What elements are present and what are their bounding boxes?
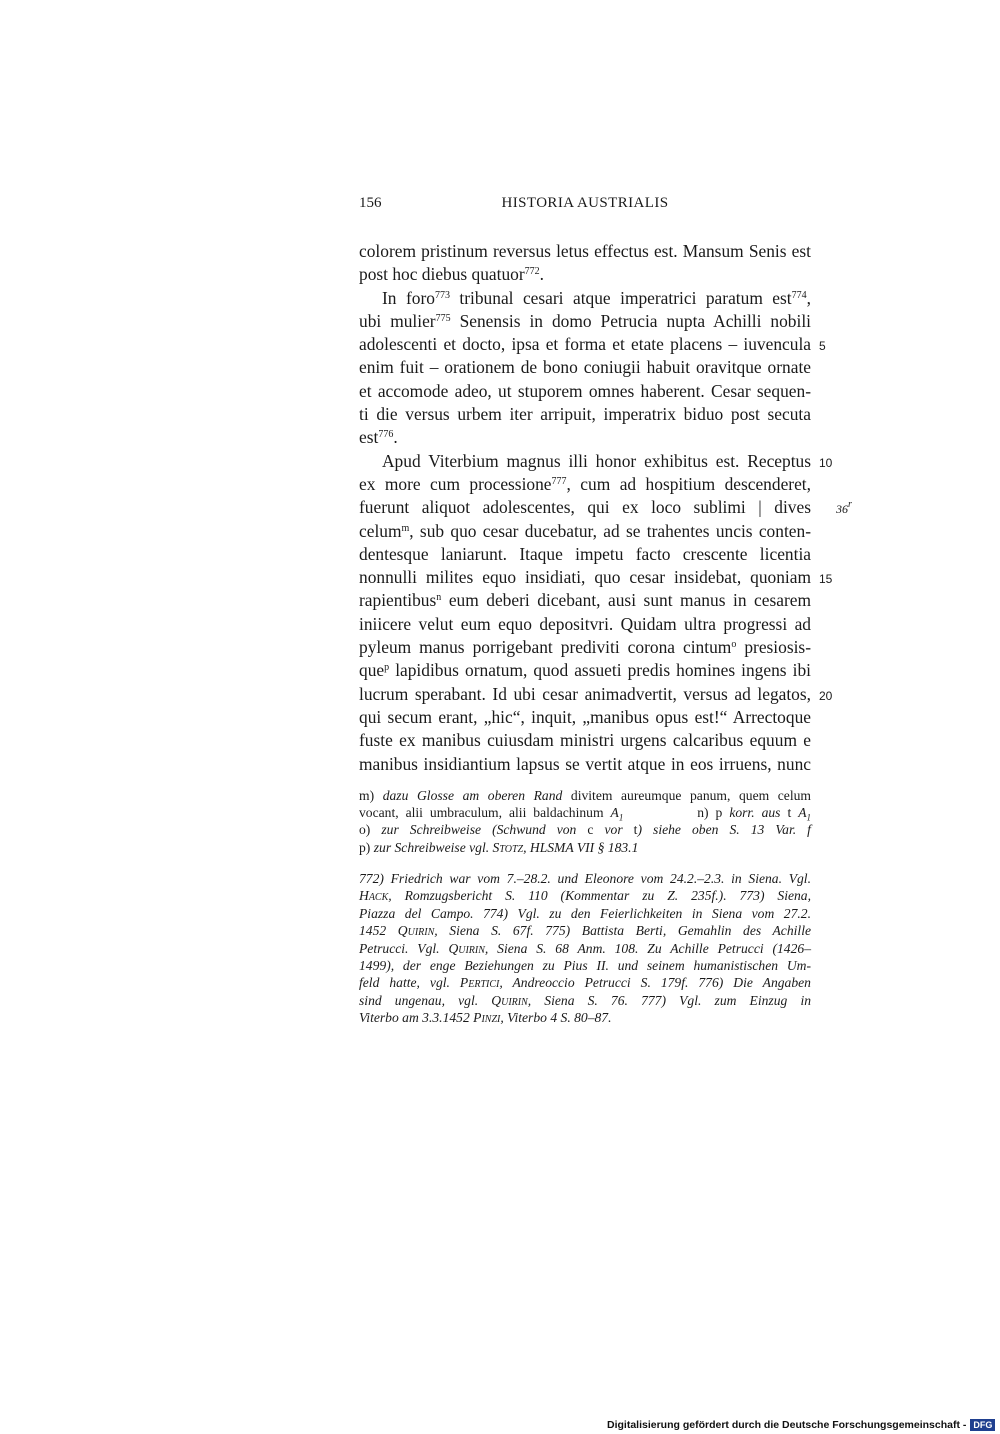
historical-notes [359, 870, 811, 1027]
text-line: et accomode adeo, ut stuporem omnes haberent. Cesar sequen- [359, 380, 811, 401]
text-line: Apud Viterbium magnus illi honor exhibitus est. Receptus 10 [359, 450, 811, 473]
page-number: 156 [359, 195, 382, 211]
line-number: 20 [819, 688, 833, 703]
text-line: post hoc diebus quatuor$^{772}$. [359, 264, 545, 285]
text-line: enim fuit – orationem de bono coniugii habuit oravitque ornate [359, 357, 811, 378]
critical-apparatus [359, 787, 811, 856]
line-number: 15 [819, 572, 833, 587]
apparatus-line: o) zur Schreibweise (Schwund von c vor t) siehe oben S. 13 Var. f [359, 822, 811, 838]
note-line: Viterbo am 3.3.1452 Pinzi, Viterbo 4 S. 80–87. [359, 1010, 612, 1026]
note-line: sind ungenau, vgl. Quirin, Siena S. 76. 777) Vgl. zum Einzug in [359, 992, 812, 1008]
footer-text: Digitalisierung gefördert durch die Deutsche Forschungsgemeinschaft - [607, 1419, 967, 1431]
text-line: fuerunt aliquot adolescentes, qui ex loco sublimi | dives 36$^r$ [359, 496, 811, 519]
text-line: adolescenti et docto, ipsa et forma et etate placens – iuvencula 5 [359, 333, 811, 356]
note-line: 1452 Quirin, Siena S. 67f. 775) Battista Berti, Gemahlin des Achille [359, 923, 812, 939]
note-line: Hack, Romzugsbericht S. 110 (Kommentar zu Z. 235f.). 773) Siena, [359, 888, 811, 904]
text-line: ubi mulier$^{775}$ Senensis in domo Petrucia nupta Achilli nobili [359, 310, 811, 331]
text-line: ti die versus urbem iter arripuit, imperatrix biduo post secuta [359, 404, 811, 425]
text-line: nonnulli milites equo insidiati, quo cesar insidebat, quoniam 15 [359, 566, 811, 589]
text-line: iniicere velut eum equo depositvri. Quidam ultra progressi ad [359, 613, 811, 634]
note-line: Piazza del Campo. 774) Vgl. zu den Feierlichkeiten in Siena vom 27.2. [359, 905, 811, 921]
digitization-footer [607, 1419, 995, 1431]
apparatus-line: vocant, alii umbraculum, alii baldachinum $A_1$ n) p korr. aus t $A_1$ [359, 805, 811, 823]
line-number: 10 [819, 455, 833, 470]
note-line: 1499), der enge Beziehungen zu Pius II. und seinem humanistischen Um- [359, 957, 811, 973]
running-title: HISTORIA AUSTRIALIS [501, 195, 669, 211]
main-text [359, 240, 852, 776]
apparatus-line: p) zur Schreibweise vgl. Stotz, HLSMA VII § 183.1 [359, 839, 639, 855]
note-line: Petrucci. Vgl. Quirin, Siena S. 68 Anm. 108. Zu Achille Petrucci (1426– [359, 940, 811, 956]
text-line: fuste ex manibus cuiusdam ministri urgens calcaribus equum e [359, 730, 811, 751]
text-line: qui secum erant, „hic“, inquit, „manibus opus est!“ Arrectoque [359, 706, 811, 727]
text-line: celum$^m$, sub quo cesar ducebatur, ad se trahentes uncis conten- [359, 520, 811, 541]
note-line: feld hatte, vgl. Pertici, Andreoccio Petrucci S. 179f. 776) Die Angaben [359, 975, 811, 991]
text-line: que$^p$ lapidibus ornatum, quod assueti predis homines ingens ibi [359, 660, 811, 681]
text-line: rapientibus$^n$ eum deberi dicebant, ausi sunt manus in cesarem [359, 590, 811, 611]
text-line: manibus insidiantium lapsus se vertit atque in eos irruens, nunc [359, 753, 811, 774]
folio-marker: 36$^r$ [836, 499, 852, 517]
apparatus-line: m) dazu Glosse am oberen Rand divitem aureumque panum, quem celum [359, 788, 811, 803]
text-line: pyleum manus porrigebant prediviti corona cintum$^o$ presiosis- [359, 637, 811, 658]
text-line: est$^{776}$. [359, 427, 398, 448]
text-line: dentesque laniarunt. Itaque impetu facto crescente licentia [359, 543, 811, 564]
text-line: lucrum sperabant. Id ubi cesar animadvertit, versus ad legatos, 20 [359, 683, 811, 706]
line-number: 5 [819, 339, 826, 354]
note-line: 772) Friedrich war vom 7.–28.2. und Eleonore vom 24.2.–2.3. in Siena. Vgl. [359, 871, 811, 886]
dfg-logo: DFG [970, 1419, 995, 1431]
text-line: In foro$^{773}$ tribunal cesari atque imperatrici paratum est$^{774}$, [382, 287, 811, 308]
text-line: ex more cum processione$^{777}$, cum ad hospitium descenderet, [359, 473, 811, 494]
text-line: colorem pristinum reversus letus effectus est. Mansum Senis est [359, 241, 811, 261]
